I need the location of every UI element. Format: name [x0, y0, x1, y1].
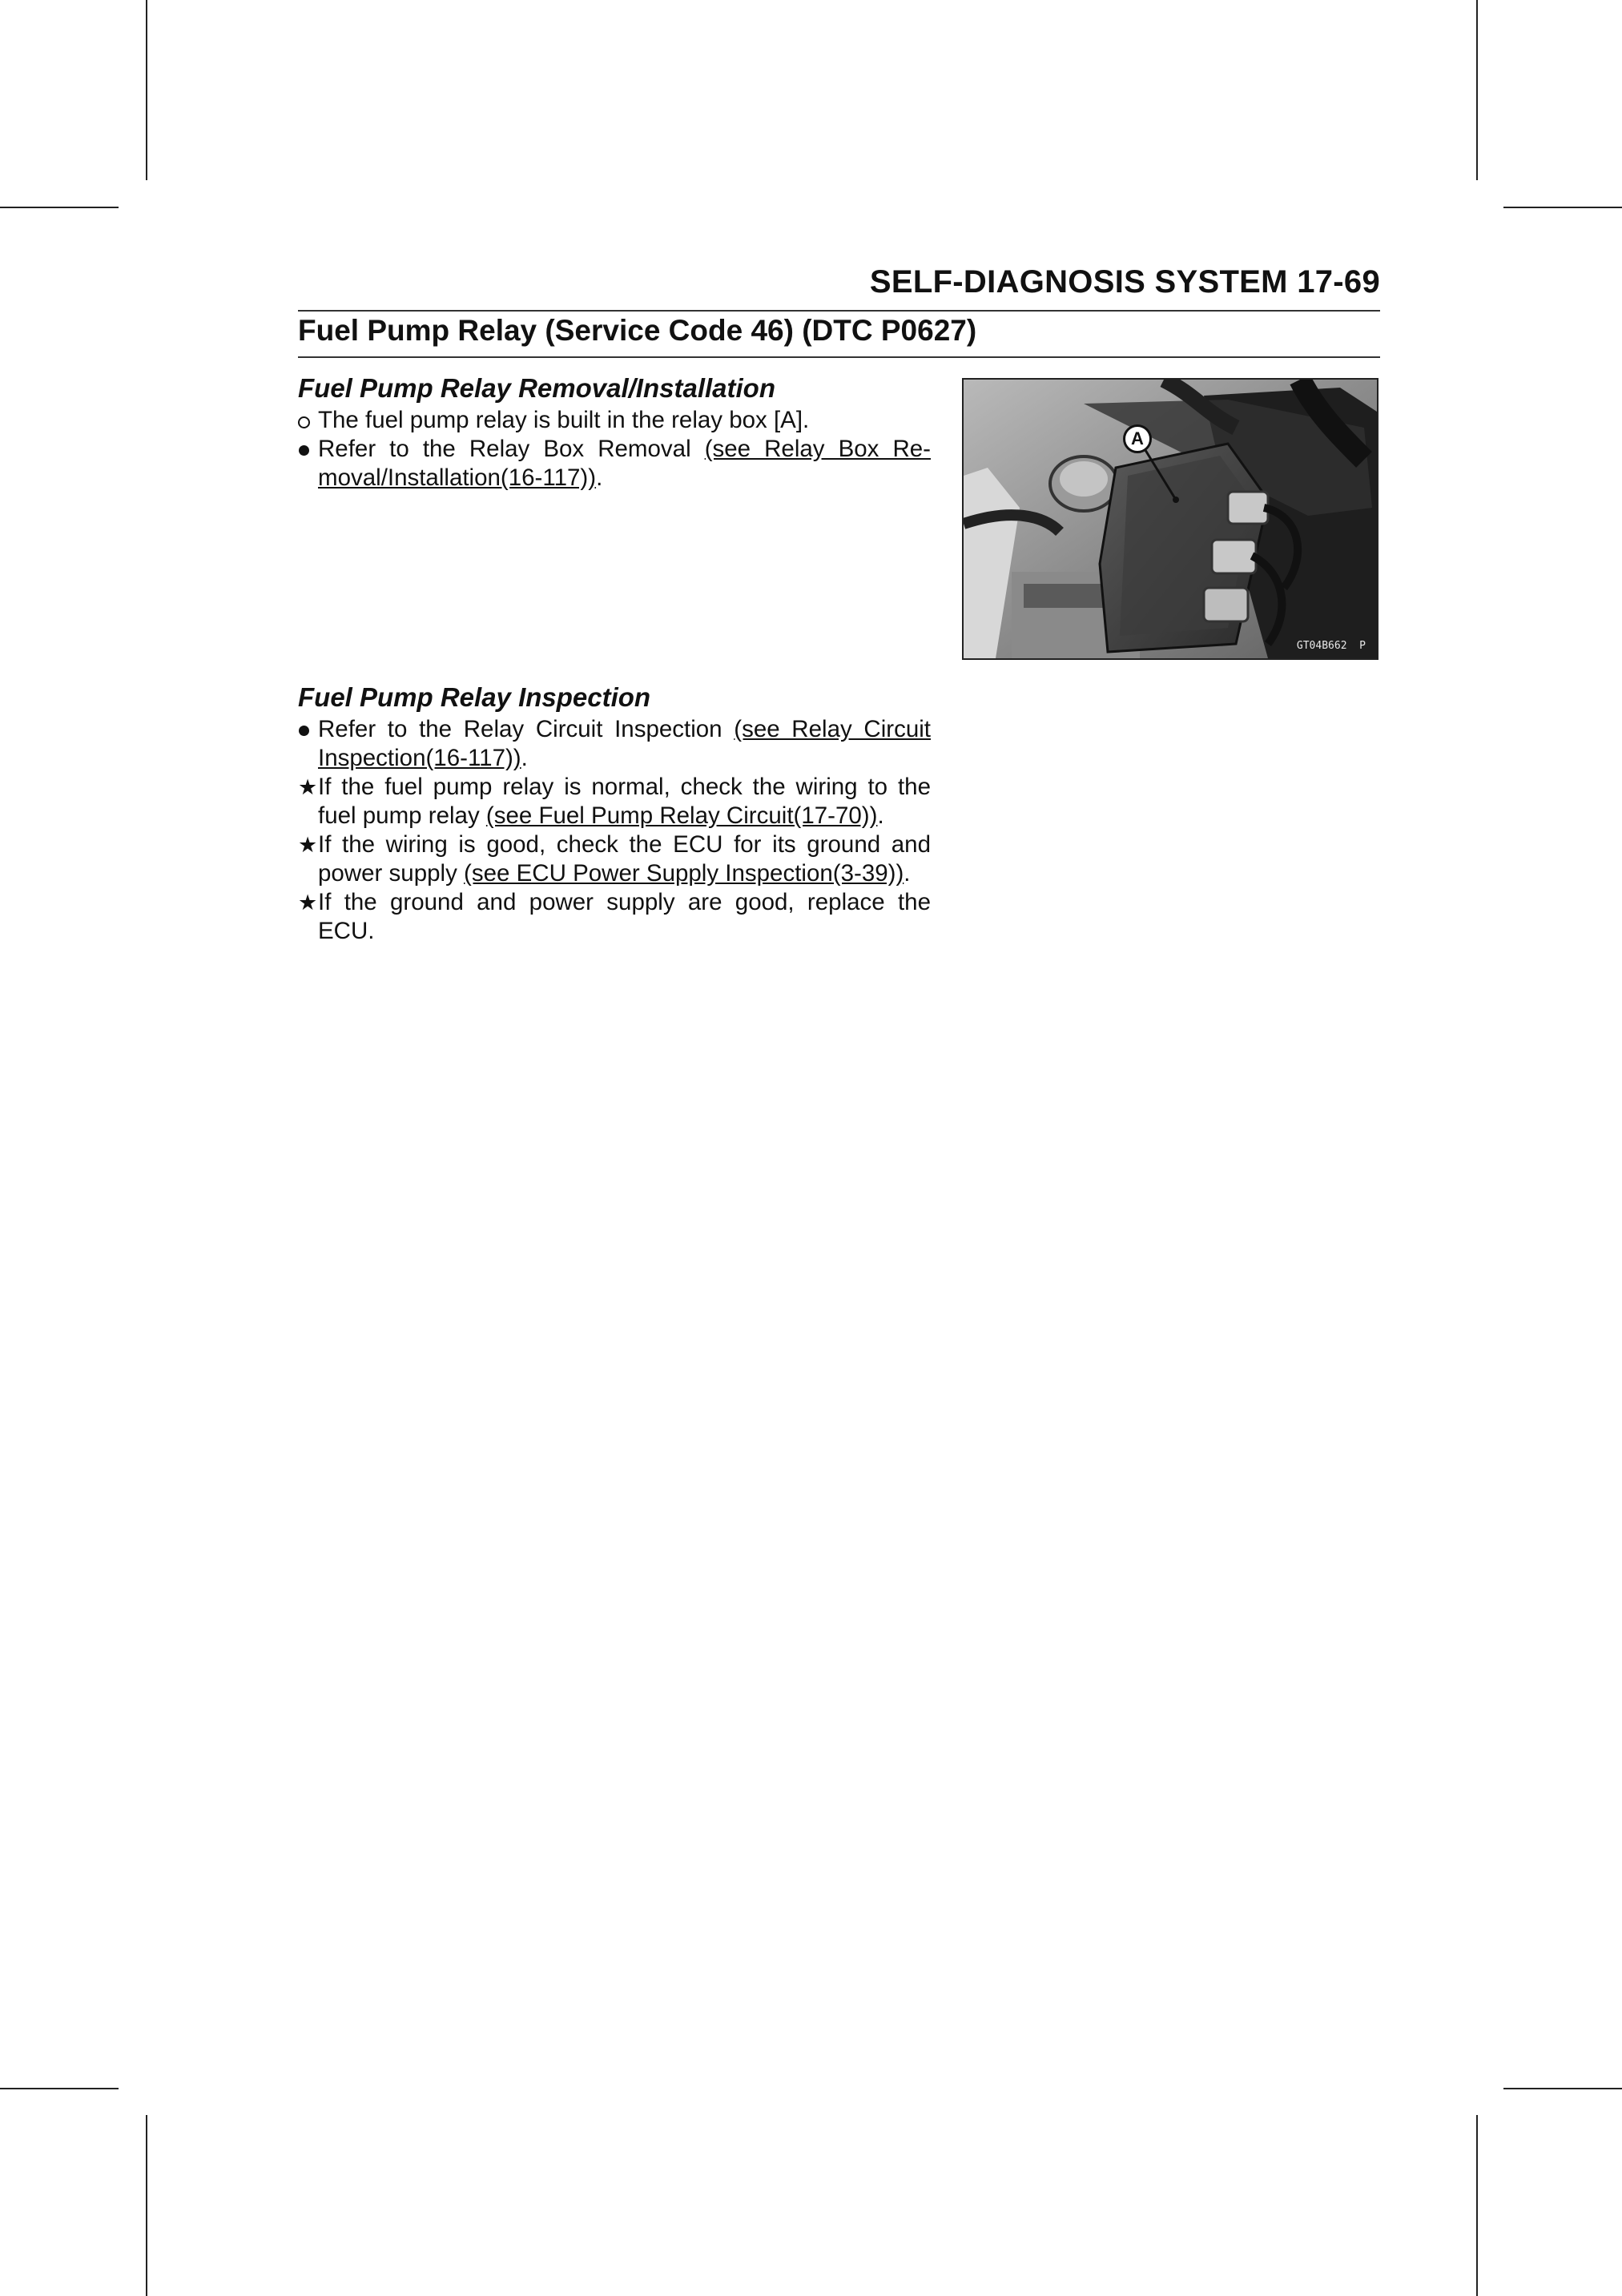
bullet-dot-icon	[298, 715, 318, 744]
inspection-check-item-1	[298, 773, 931, 830]
inspection-check-period-1: .	[877, 802, 884, 829]
removal-step-item	[298, 435, 931, 493]
removal-note-text: The fuel pump relay is built in the relay box [A].	[318, 407, 810, 433]
star-icon: ★	[298, 775, 318, 799]
inspection-check-text-2: If the wiring is good, check the ECU for its ground and power supply	[318, 831, 931, 887]
inspection-section	[298, 682, 931, 946]
relay-box-photo-illustration	[964, 380, 1377, 658]
running-head: SELF-DIAGNOSIS SYSTEM 17-69	[869, 264, 1380, 300]
crop-mark-bottom-right-vertical	[1476, 2115, 1478, 2296]
inspection-step-period: .	[521, 745, 528, 771]
inspection-step-text: Refer to the Relay Circuit Inspection	[318, 716, 735, 742]
ecu-power-supply-inspection-link[interactable]: (see ECU Power Supply Inspection(3-39))	[464, 860, 904, 887]
crop-mark-bottom-left-horizontal	[0, 2088, 119, 2089]
relay-box-photo	[962, 378, 1378, 660]
inspection-step-item	[298, 715, 931, 773]
inspection-check-text-3: If the ground and power supply are good, replace the ECU.	[318, 889, 931, 944]
crop-mark-top-left-horizontal	[0, 207, 119, 208]
relay-circuit-inspection-link[interactable]: (see Relay Circuit Inspection(16-117))	[318, 716, 931, 771]
open-circle-icon	[298, 406, 318, 435]
bullet-dot-icon	[298, 435, 318, 464]
crop-mark-bottom-right-horizontal	[1503, 2088, 1622, 2089]
inspection-check-text-1: If the fuel pump relay is normal, check the wiring to the fuel pump relay	[318, 774, 931, 829]
star-icon: ★	[298, 891, 318, 915]
fuel-pump-relay-circuit-link[interactable]: (see Fuel Pump Relay Circuit(17-70))	[485, 802, 878, 829]
removal-step-period: .	[596, 464, 603, 491]
header-rule	[298, 310, 1380, 312]
crop-mark-bottom-left-vertical	[146, 2115, 147, 2296]
inspection-check-item-2	[298, 830, 931, 888]
removal-note-item	[298, 406, 931, 435]
section-title: Fuel Pump Relay (Service Code 46) (DTC P0627)	[298, 314, 977, 347]
relay-box-removal-link[interactable]: (see Relay Box Re-moval/Installation(16-117))	[318, 436, 931, 491]
removal-section	[298, 372, 931, 493]
callout-a	[1123, 424, 1152, 453]
inspection-check-period-2: .	[904, 860, 911, 887]
photo-code: GT04B662 P	[1296, 640, 1366, 652]
removal-step-text: Refer to the Relay Box Removal	[318, 436, 705, 462]
inspection-check-item-3	[298, 888, 931, 946]
callout-a-label: A	[1131, 428, 1144, 448]
removal-heading: Fuel Pump Relay Removal/Installation	[298, 373, 775, 403]
star-icon: ★	[298, 833, 318, 857]
crop-mark-top-right-horizontal	[1503, 207, 1622, 208]
inspection-heading: Fuel Pump Relay Inspection	[298, 682, 651, 712]
crop-mark-top-left-vertical	[146, 0, 147, 180]
section-title-rule	[298, 356, 1380, 358]
crop-mark-top-right-vertical	[1476, 0, 1478, 180]
